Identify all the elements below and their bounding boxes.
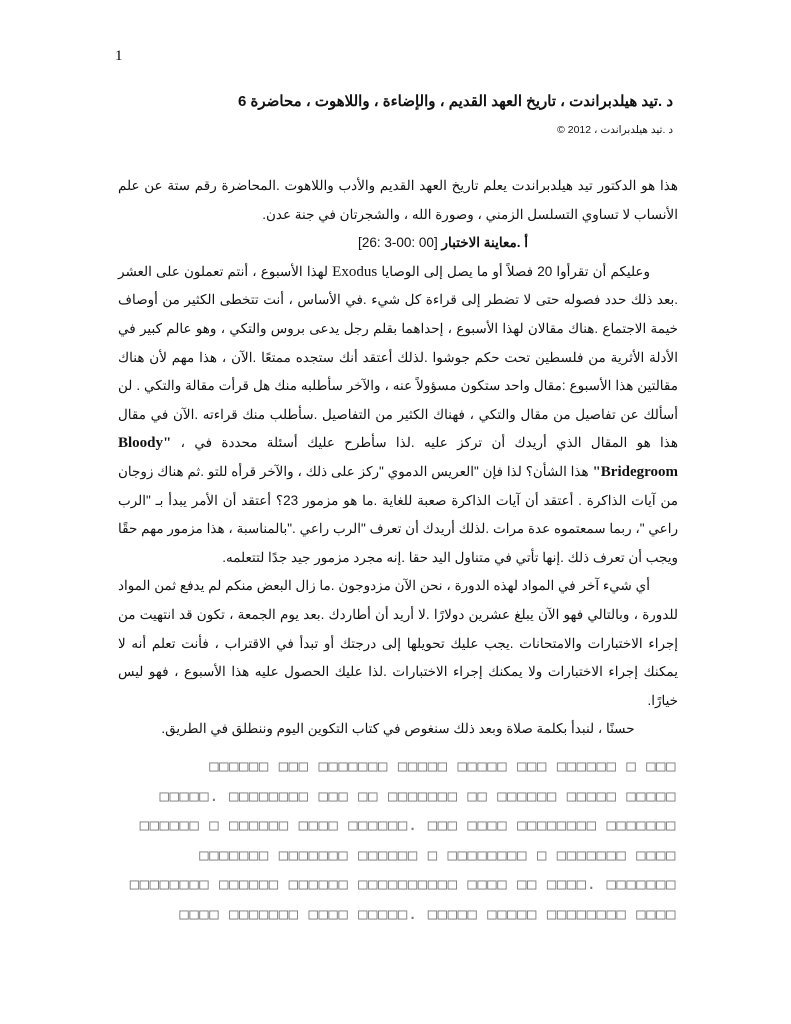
intro-paragraph: هذا هو الدكتور تيد هيلدبراندت يعلم تاريخ العهد القديم والأدب واللاهوت .المحاضرة رقم ستة عن علم الأنساب لا تساوي التسلسل الزمني ، وصورة الله ، والشجرتان في جنة عدن.: [118, 178, 678, 222]
section-heading: [118, 229, 678, 258]
paragraph-1: [118, 258, 678, 573]
exodus-term: Exodus: [332, 263, 378, 280]
tofu-line: □□□□□□□□ □□□□□□ □□□□□□ □□□□□□□□□□ □□□□ □□ □□□□. □□□□□□□: [129, 875, 676, 894]
paragraph-1-text-a: وعليكم أن تقرأوا 20 فصلاً أو ما يصل إلى الوصايا: [377, 263, 651, 279]
lecture-title: د .تيد هيلدبراندت ، تاريخ العهد القديم ، والإضاءة ، واللاهوت ، محاضرة 6: [238, 93, 673, 110]
page-number: 1: [115, 48, 123, 64]
section-heading-text: أ .معاينة الاختبار: [441, 235, 528, 251]
tofu-line: □□□□□. □□□□□□□□ □□□ □□ □□□□□□□ □□ □□□□□□ □□□□□ □□□□□: [159, 786, 676, 805]
bloody-bridegroom-term: "Bloody Bridegroom": [118, 435, 678, 480]
tofu-line: □□□□ □□□□□□□ □□□□ □□□□□. □□□□□ □□□□□ □□□□□□□□ □□□□: [179, 904, 676, 923]
paragraph-3: حسنًا ، لنبدأ بكلمة صلاة وبعد ذلك سنغوص في كتاب التكوين اليوم وننطلق في الطريق.: [161, 721, 635, 737]
section-timecode: [00 :00-3 :26]: [358, 235, 438, 251]
paragraph-2: أي شيء آخر في المواد لهذه الدورة ، نحن الآن مزدوجون .ما زال البعض منكم لم يدفع ثمن المواد للدورة ، وبالتالي فهو الآن يبلغ عشرين دولارًا .لا أريد أن أطاردك .بعد يوم الجمعة ، تكون قد انتهيت من إجراء الاختبارات والامتحانات .يجب عليك تحويلها إلى درجتك أو تبدأ في الاقتراب ، فأنت تعلم أنه لا يمكنك إجراء الاختبارات ولا يمكنك إجراء الاختبارات .لذا عليك الحصول عليه هذا الأسبوع ، فهو ليس خيارًا.: [118, 578, 678, 708]
copyright-line: د .تيد هيلدبراندت ، 2012 ©: [557, 124, 673, 136]
transcript-body: [118, 172, 678, 744]
tofu-line: □□□□□□ □ □□□□□□ □□□□ □□□□□□. □□□ □□□□ □□□□□□□□ □□□□□□□: [139, 816, 676, 835]
unrendered-glyph-text: [118, 752, 676, 930]
tofu-line: □□□□□□ □□□ □□□□□□□ □□□□□ □□□□□ □□□ □□□□□□ □ □□□: [209, 757, 676, 775]
document-header: [120, 92, 675, 138]
paragraph-1-text-c: هذا الشأن؟ لذا فإن "العريس الدموي "ركز على ذلك ، والآخر قرأه للتو .ثم هناك زوجان من آيات الذاكرة . أعتقد أن آيات الذاكرة صعبة للغاية .ما هو مزمور 23؟ أعتقد أن الأمر يبدأ بـ "الرب راعي "، ربما سمعتموه عدة مرات .لذلك أريدك أن تعرف "الرب راعي ."بالمناسبة ، هذا مزمور مهم حقًا ويجب أن تعرف ذلك .إنها تأتي في متناول اليد حقا .إنه مجرد مزمور جيد جدًا لتتعلمه.: [118, 463, 678, 565]
tofu-line: □□□□□□□ □□□□□□□ □□□□□□ □ □□□□□□□□ □ □□□□□□□ □□□□: [199, 845, 676, 864]
paragraph-1-text-b: لهذا الأسبوع ، أنتم تعملون على العشر .بعد ذلك حدد فصوله حتى لا تضطر إلى قراءة كل شيء .في الأساس ، أنت تتخطى الكثير من أوصاف خيمة الاجتماع .هناك مقالان لهذا الأسبوع ، إحداهما بقلم رجل يدعى بروس والتكي ، وهو عالم كبير في الأدلة الأثرية من فلسطين تحت حكم جوشوا .لذلك أعتقد أنك ستجده ممتعًا .الآن ، هذا مهم لأن هناك مقالتين هذا الأسبوع :مقال واحد ستكون مسؤولاً عنه ، والآخر سأطلبه منك هل قرأت مقالة والتكي . لن أسألك عن تفاصيل من مقال والتكي ، فهناك الكثير من التفاصيل .سأطلب منك قراءته .الآن في مقال هذا هو المقال الذي أريدك أن تركز عليه .لذا سأطرح عليك أسئلة محددة في ،: [118, 263, 678, 451]
